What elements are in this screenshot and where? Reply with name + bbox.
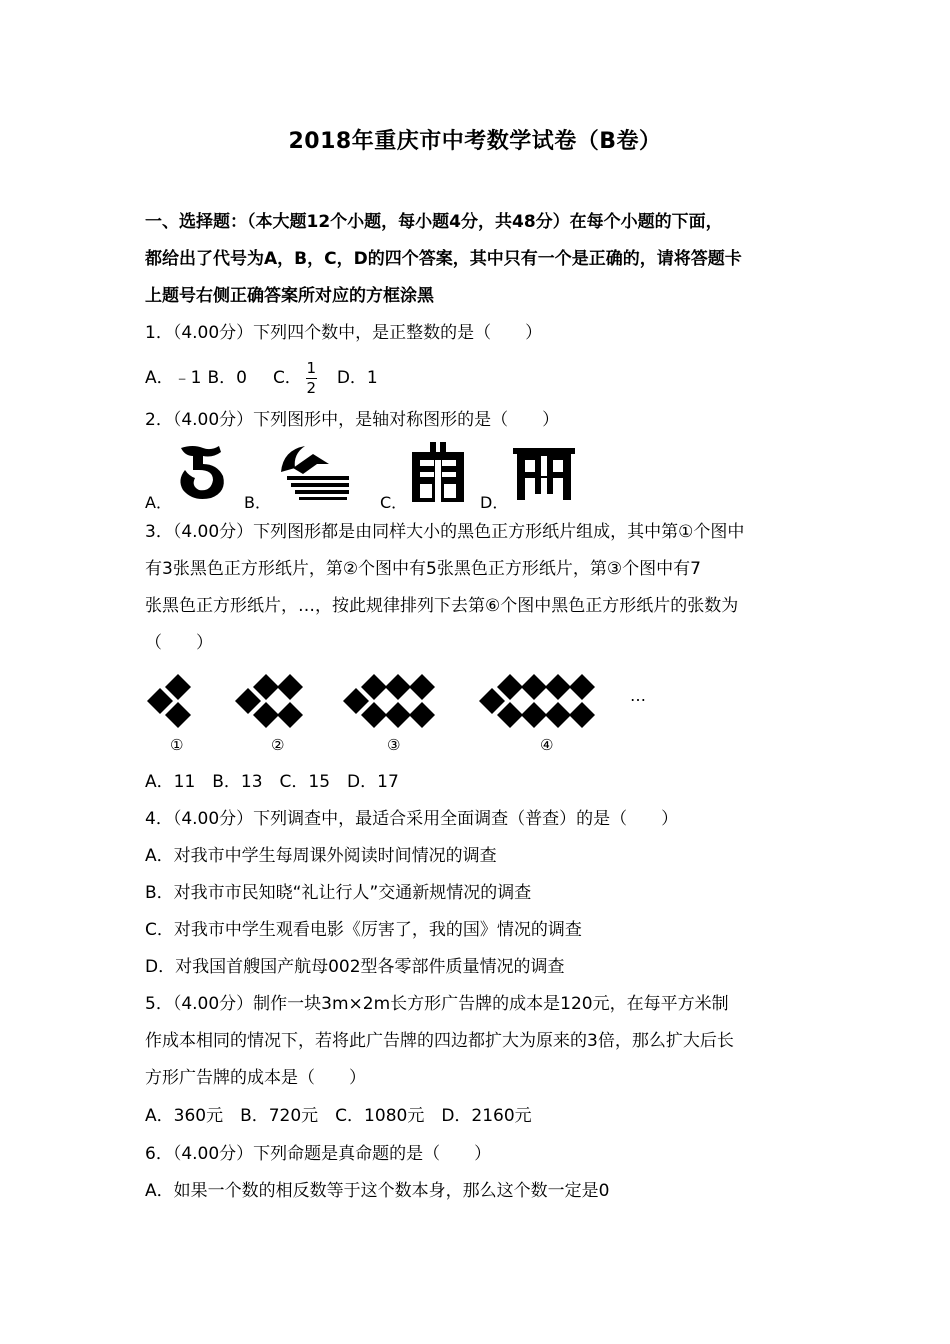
- q5-stem-line-3: 方形广告牌的成本是（ ）: [145, 1068, 366, 1088]
- pattern-label-1: ①: [170, 736, 184, 754]
- q4-option-d: D．对我国首艘国产航母002型各零部件质量情况的调查: [145, 957, 565, 977]
- fraction-denominator: 2: [306, 378, 317, 397]
- fraction-numerator: 1: [306, 358, 317, 377]
- q1-option-a: A．﹣1: [145, 368, 202, 388]
- q6-stem: 6．（4.00分）下列命题是真命题的是（ ）: [145, 1144, 492, 1164]
- ship-logo-icon: [273, 442, 351, 502]
- q1-stem: 1．（4.00分）下列四个数中，是正整数的是（ ）: [145, 323, 543, 343]
- pattern-label-4: ④: [540, 736, 554, 754]
- q3-stem-line-4: （ ）: [145, 633, 213, 653]
- q3-stem-line-3: 张黑色正方形纸片，…，按此规律排列下去第⑥个图中黑色正方形纸片的张数为: [145, 596, 739, 616]
- pattern-label-3: ③: [387, 736, 401, 754]
- pattern-label-2: ②: [271, 736, 285, 754]
- q1-option-c-fraction: [306, 358, 317, 397]
- q3-figure-patterns: [140, 670, 660, 762]
- diamond-pattern-figures: [140, 670, 660, 734]
- q1-option-d: D．1: [336, 368, 378, 388]
- q1-options: [145, 358, 378, 398]
- q2-option-c-label: C．: [380, 493, 408, 512]
- q6-option-a: A．如果一个数的相反数等于这个数本身，那么这个数一定是0: [145, 1181, 610, 1201]
- q2-option-d-label: D．: [480, 493, 509, 512]
- section-instruction-line-2: 都给出了代号为A，B，C，D的四个答案，其中只有一个是正确的，请将答题卡: [145, 249, 742, 269]
- q5-stem-line-2: 作成本相同的情况下，若将此广告牌的四边都扩大为原来的3倍，那么扩大后长: [145, 1031, 734, 1051]
- q4-stem: 4．（4.00分）下列调查中，最适合采用全面调查（普查）的是（ ）: [145, 809, 679, 829]
- pattern-figure-1: [147, 674, 191, 728]
- q4-option-a: A．对我市中学生每周课外阅读时间情况的调查: [145, 846, 497, 866]
- pattern-figure-4: [479, 674, 595, 728]
- q4-option-c: C．对我市中学生观看电影《厉害了，我的国》情况的调查: [145, 920, 582, 940]
- q5-stem-line-1: 5．（4.00分）制作一块3m×2m长方形广告牌的成本是120元，在每平方米制: [145, 994, 729, 1014]
- q3-stem-line-2: 有3张黑色正方形纸片，第②个图中有5张黑色正方形纸片，第③个图中有7: [145, 559, 701, 579]
- seal-character-icon: [410, 442, 466, 502]
- curl-logo-icon: [173, 442, 229, 502]
- q2-option-a-label: A．: [145, 493, 172, 512]
- q3-options: A．11 B．13 C．15 D．17: [145, 772, 399, 792]
- section-instruction-line-3: 上题号右侧正确答案所对应的方框涂黑: [145, 286, 434, 306]
- q5-options: A．360元 B．720元 C．1080元 D．2160元: [145, 1106, 532, 1126]
- q1-option-b: B．0: [207, 368, 247, 388]
- q1-option-c: C．: [272, 368, 302, 388]
- pattern-ellipsis: …: [630, 686, 646, 705]
- q4-option-b: B．对我市市民知晓“礼让行人”交通新规情况的调查: [145, 883, 532, 903]
- q3-stem-line-1: 3．（4.00分）下列图形都是由同样大小的黑色正方形纸片组成，其中第①个图中: [145, 522, 745, 542]
- lattice-logo-icon: [513, 442, 575, 500]
- exam-title: 2018年重庆市中考数学试卷（B卷）: [288, 129, 662, 154]
- q2-stem: 2．（4.00分）下列图形中，是轴对称图形的是（ ）: [145, 410, 560, 430]
- pattern-figure-3: [343, 674, 435, 728]
- section-instruction-line-1: 一、选择题：（本大题12个小题，每小题4分，共48分）在每个小题的下面，: [145, 212, 723, 232]
- pattern-figure-2: [235, 674, 303, 728]
- q2-option-b-label: B．: [244, 493, 271, 512]
- q2-figures: [145, 442, 605, 512]
